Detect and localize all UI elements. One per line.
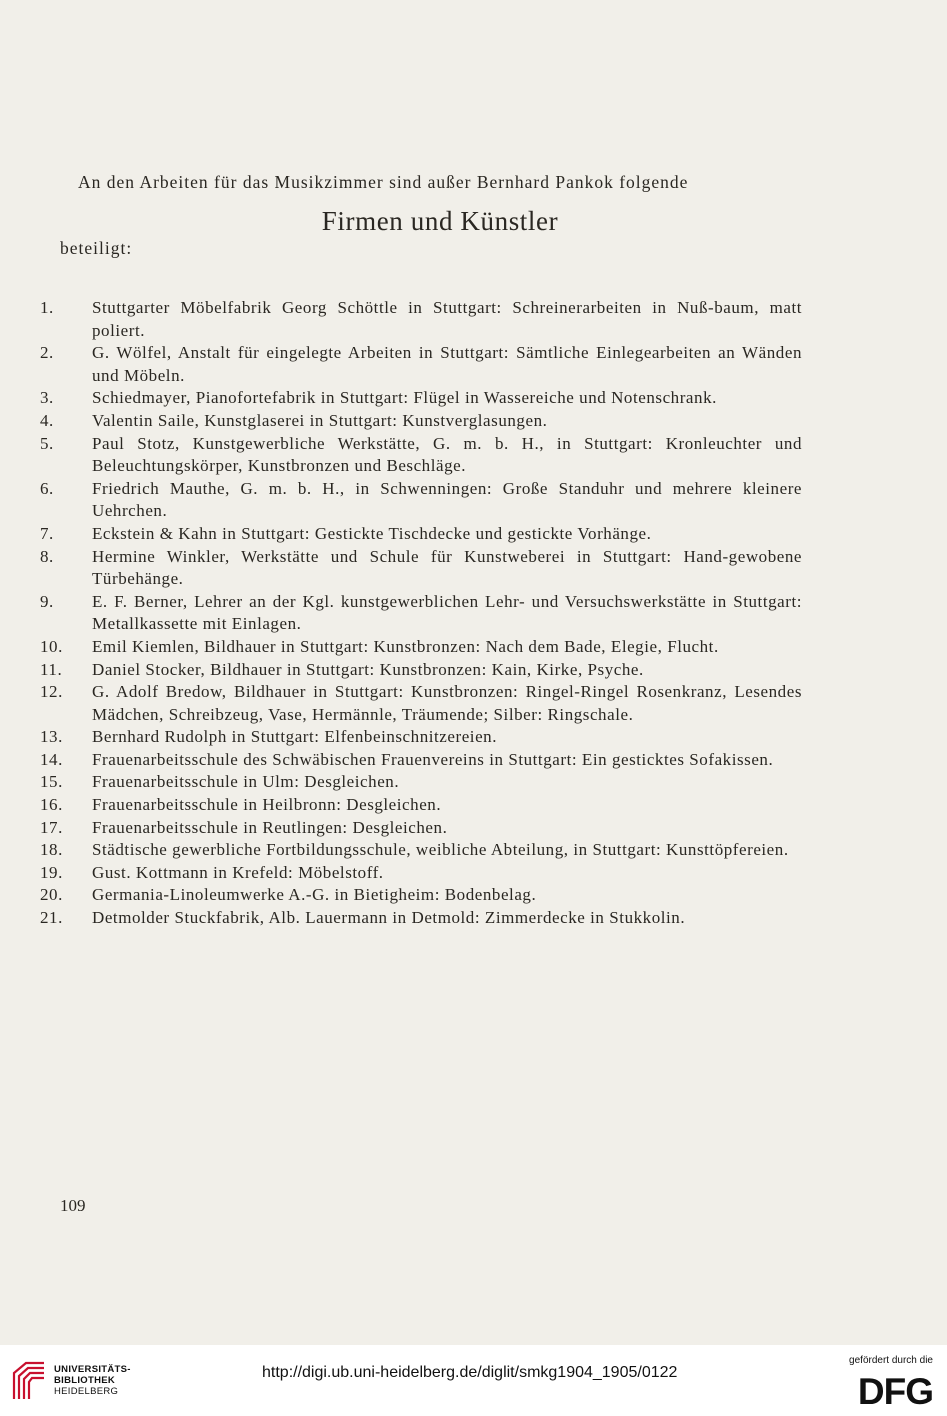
library-logo-icon[interactable] bbox=[10, 1359, 48, 1401]
list-item-text: Gust. Kottmann in Krefeld: Möbelstoff. bbox=[92, 862, 384, 882]
list-item-number: 5. bbox=[40, 433, 54, 453]
list-item bbox=[40, 297, 802, 342]
list-item-text: G. Adolf Bredow, Bildhauer in Stuttgart: Kunstbronzen: Ringel-Ringel Rosenkranz, Lesendes Mädchen, Schreibzeug, Vase, Hermännle, Träumende; Silber: Ringschale. bbox=[92, 682, 802, 724]
list-item bbox=[40, 907, 802, 930]
list-item-number: 14. bbox=[40, 749, 63, 769]
list-item-number: 10. bbox=[40, 636, 63, 656]
footer-bar bbox=[0, 1345, 947, 1416]
list-item-text: Daniel Stocker, Bildhauer in Stuttgart: Kunstbronzen: Kain, Kirke, Psyche. bbox=[92, 659, 644, 679]
list-item-text: Bernhard Rudolph in Stuttgart: Elfenbeinschnitzereien. bbox=[92, 727, 498, 747]
intro-line: An den Arbeiten für das Musikzimmer sind außer Bernhard Pankok folgende bbox=[78, 172, 689, 192]
list-item-number: 19. bbox=[40, 862, 63, 882]
list-item-number: 21. bbox=[40, 908, 63, 928]
intro-continuation: beteiligt: bbox=[60, 238, 133, 258]
list-item-number: 1. bbox=[40, 298, 54, 317]
funding-note: gefördert durch die bbox=[849, 1355, 933, 1366]
list-item bbox=[40, 546, 802, 591]
list-item-text: Eckstein & Kahn in Stuttgart: Gestickte Tischdecke und gestickte Vorhänge. bbox=[92, 523, 652, 543]
list-item-number: 11. bbox=[40, 659, 63, 679]
list-item-text: Frauenarbeitsschule in Heilbronn: Desgleichen. bbox=[92, 795, 442, 815]
list-item bbox=[40, 387, 802, 410]
list-item-number: 18. bbox=[40, 840, 63, 860]
page-heading: Firmen und Künstler bbox=[321, 206, 559, 236]
list-item bbox=[40, 410, 802, 433]
list-item bbox=[40, 659, 802, 682]
list-item-text: Detmolder Stuckfabrik, Alb. Lauermann in Detmold: Zimmerdecke in Stukkolin. bbox=[92, 908, 686, 928]
list-item-number: 20. bbox=[40, 885, 63, 905]
list-item-text: Stuttgarter Möbelfabrik Georg Schöttle in Stuttgart: Schreinerarbeiten in Nuß-baum, matt poliert. bbox=[92, 298, 802, 340]
list-item-number: 12. bbox=[40, 682, 63, 702]
list-item bbox=[40, 794, 802, 817]
library-name-line2: BIBLIOTHEK bbox=[54, 1375, 116, 1386]
list-item bbox=[40, 433, 802, 478]
list-item-text: Frauenarbeitsschule in Ulm: Desgleichen. bbox=[92, 772, 400, 792]
list-item-text: Friedrich Mauthe, G. m. b. H., in Schwenningen: Große Standuhr und mehrere kleinere Uehrchen. bbox=[92, 478, 802, 521]
library-name bbox=[54, 1364, 131, 1397]
list-item bbox=[40, 771, 802, 794]
list-item bbox=[40, 342, 802, 387]
library-name-line1: UNIVERSITÄTS- bbox=[54, 1364, 131, 1375]
list-item-text: Städtische gewerbliche Fortbildungsschule, weibliche Abteilung, in Stuttgart: Kunsttöpfereien. bbox=[92, 840, 789, 860]
list-item bbox=[40, 726, 802, 749]
contributor-list bbox=[40, 297, 802, 930]
list-item-number: 16. bbox=[40, 795, 63, 815]
list-item-text: Paul Stotz, Kunstgewerbliche Werkstätte, G. m. b. H., in Stuttgart: Kronleuchter und Beleuchtungskörper, Kunstbronzen und Beschläge. bbox=[92, 433, 802, 476]
list-item bbox=[40, 591, 802, 636]
page-number: 109 bbox=[60, 1196, 86, 1215]
list-item-number: 2. bbox=[40, 343, 54, 363]
list-item-text: Germania-Linoleumwerke A.-G. in Bietigheim: Bodenbelag. bbox=[92, 885, 537, 905]
list-item bbox=[40, 636, 802, 659]
list-item bbox=[40, 884, 802, 907]
list-item bbox=[40, 523, 802, 546]
list-item-text: Frauenarbeitsschule in Reutlingen: Desgleichen. bbox=[92, 817, 448, 837]
list-item-text: Frauenarbeitsschule des Schwäbischen Frauenvereins in Stuttgart: Ein gesticktes Sofakissen. bbox=[92, 749, 774, 769]
dfg-logo[interactable]: DFG bbox=[857, 1371, 933, 1412]
list-item-number: 17. bbox=[40, 817, 63, 837]
list-item-number: 15. bbox=[40, 772, 63, 792]
list-item-text: E. F. Berner, Lehrer an der Kgl. kunstgewerblichen Lehr- und Versuchswerkstätte in Stuttgart: Metallkassette mit Einlagen. bbox=[92, 591, 802, 634]
list-item bbox=[40, 862, 802, 885]
list-item-text: Hermine Winkler, Werkstätte und Schule für Kunstweberei in Stuttgart: Hand-gewobene Türbehänge. bbox=[92, 546, 802, 589]
list-item-number: 6. bbox=[40, 478, 54, 498]
list-item bbox=[40, 681, 802, 726]
list-item-number: 8. bbox=[40, 546, 54, 566]
list-item-number: 7. bbox=[40, 523, 54, 543]
source-url-link[interactable]: http://digi.ub.uni-heidelberg.de/diglit/smkg1904_1905/0122 bbox=[262, 1364, 678, 1381]
list-item-text: Emil Kiemlen, Bildhauer in Stuttgart: Kunstbronzen: Nach dem Bade, Elegie, Flucht. bbox=[92, 636, 719, 656]
list-item-number: 9. bbox=[40, 591, 54, 611]
list-item-number: 13. bbox=[40, 727, 63, 747]
library-name-line3: HEIDELBERG bbox=[54, 1386, 119, 1397]
list-item-number: 3. bbox=[40, 388, 54, 408]
list-item-text: Valentin Saile, Kunstglaserei in Stuttgart: Kunstverglasungen. bbox=[92, 410, 548, 430]
list-item bbox=[40, 817, 802, 840]
list-item bbox=[40, 478, 802, 523]
list-item-number: 4. bbox=[40, 410, 54, 430]
list-item-text: G. Wölfel, Anstalt für eingelegte Arbeiten in Stuttgart: Sämtliche Einlegearbeiten an Wänden und Möbeln. bbox=[92, 343, 802, 385]
list-item bbox=[40, 749, 802, 772]
list-item-text: Schiedmayer, Pianofortefabrik in Stuttgart: Flügel in Wassereiche und Notenschrank. bbox=[92, 388, 717, 408]
list-item bbox=[40, 839, 802, 862]
